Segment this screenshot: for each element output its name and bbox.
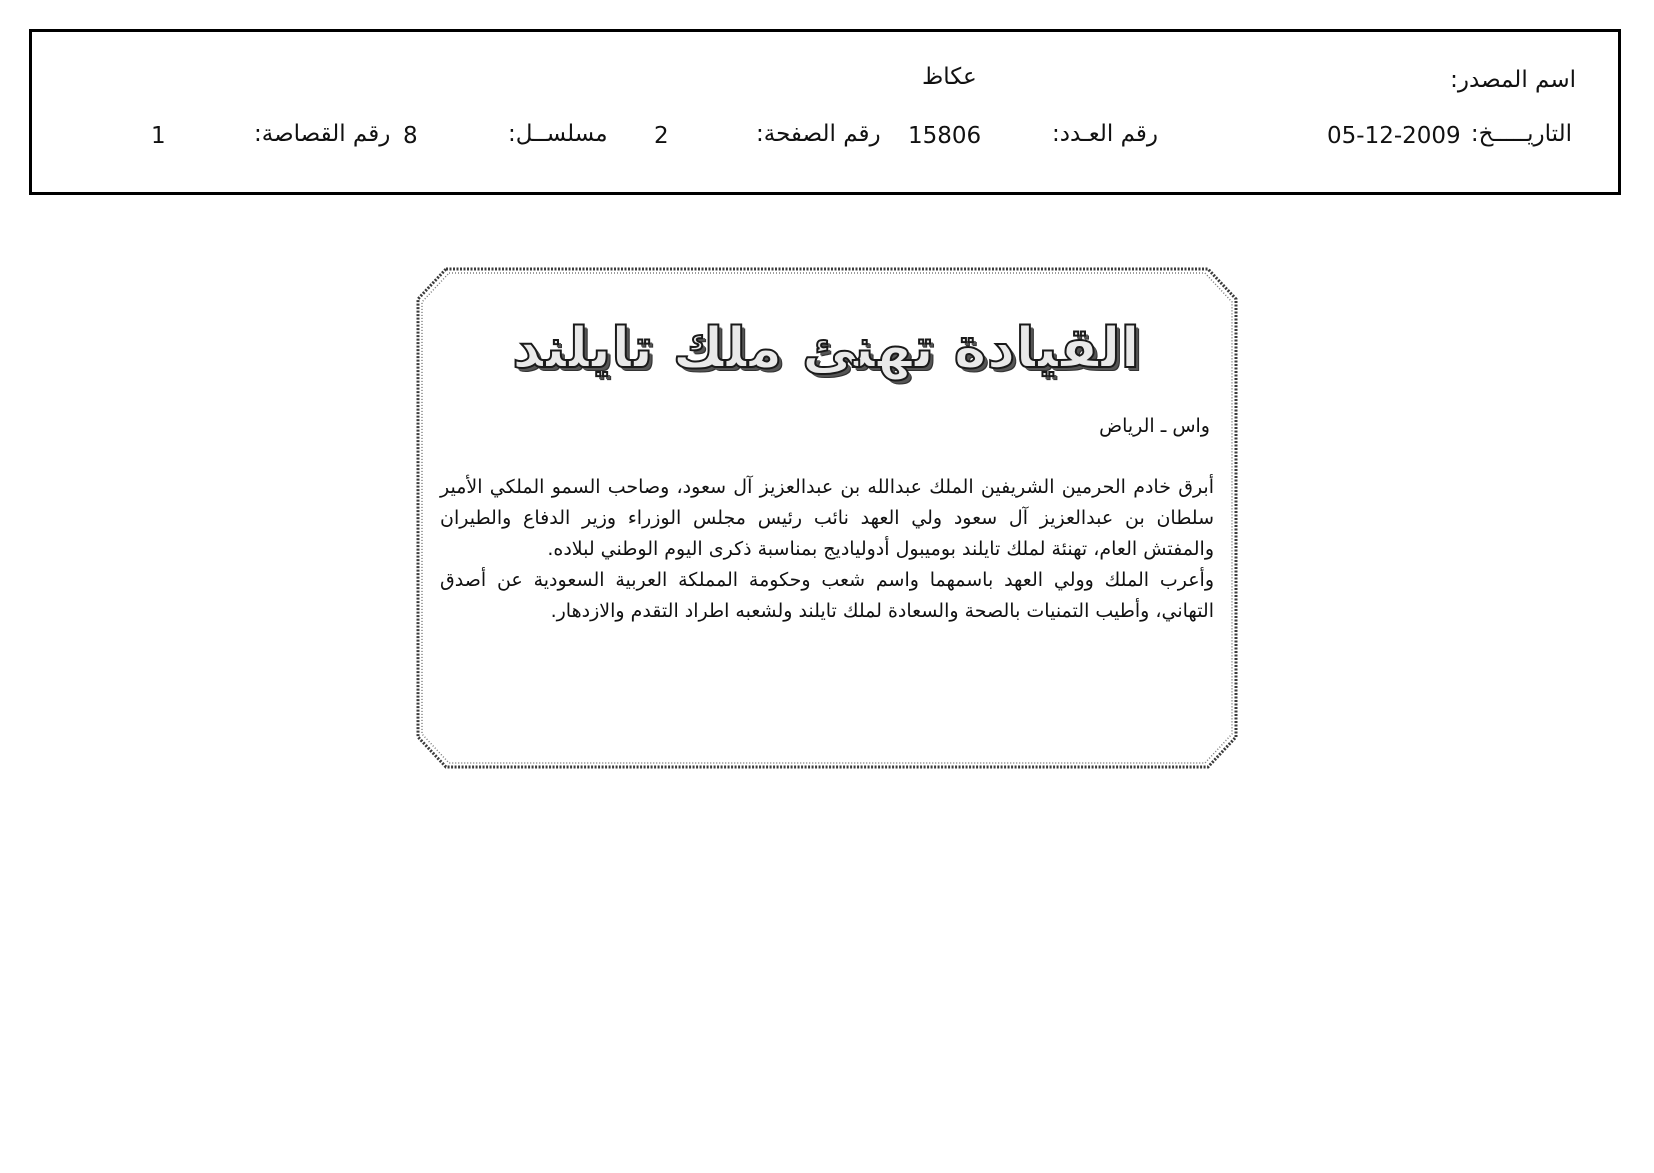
article-byline: واس ـ الرياض: [1099, 415, 1210, 437]
article-title: القيادة تهنئ ملك تايلند: [512, 316, 1140, 381]
issue-label: رقم العـدد:: [1052, 121, 1159, 147]
article-body: [440, 472, 1214, 627]
clipping-value: 1: [151, 123, 166, 149]
issue-value: 15806: [908, 123, 982, 149]
source-value: عكاظ: [922, 64, 977, 90]
serial-value: 8: [403, 123, 418, 149]
clipping-label: رقم القصاصة:: [254, 121, 391, 147]
serial-label: مسلســل:: [508, 121, 608, 147]
date-label: التاريـــــخ:: [1470, 121, 1572, 147]
page-label: رقم الصفحة:: [756, 121, 881, 147]
document-header: [29, 29, 1621, 195]
date-value: 05-12-2009: [1327, 123, 1461, 149]
news-clipping: [416, 267, 1238, 769]
article-paragraph: أبرق خادم الحرمين الشريفين الملك عبدالله بن عبدالعزيز آل سعود، وصاحب السمو الملكي الأمير سلطان بن عبدالعزيز آل سعود ولي العهد نائب رئيس مجلس الوزراء وزير الدفاع والطيران والمفتش العام، تهنئة لملك تايلند بوميبول أدوليادیج بمناسبة ذكرى اليوم الوطني لبلاده.: [440, 476, 1214, 560]
source-label: اسم المصدر:: [1450, 67, 1576, 93]
article-paragraph: وأعرب الملك وولي العهد باسمهما واسم شعب وحكومة المملكة العربية السعودية عن أصدق التهاني، وأطيب التمنيات بالصحة والسعادة لملك تايلند ولشعبه اطراد التقدم والازدهار.: [440, 569, 1214, 622]
page-value: 2: [654, 123, 669, 149]
